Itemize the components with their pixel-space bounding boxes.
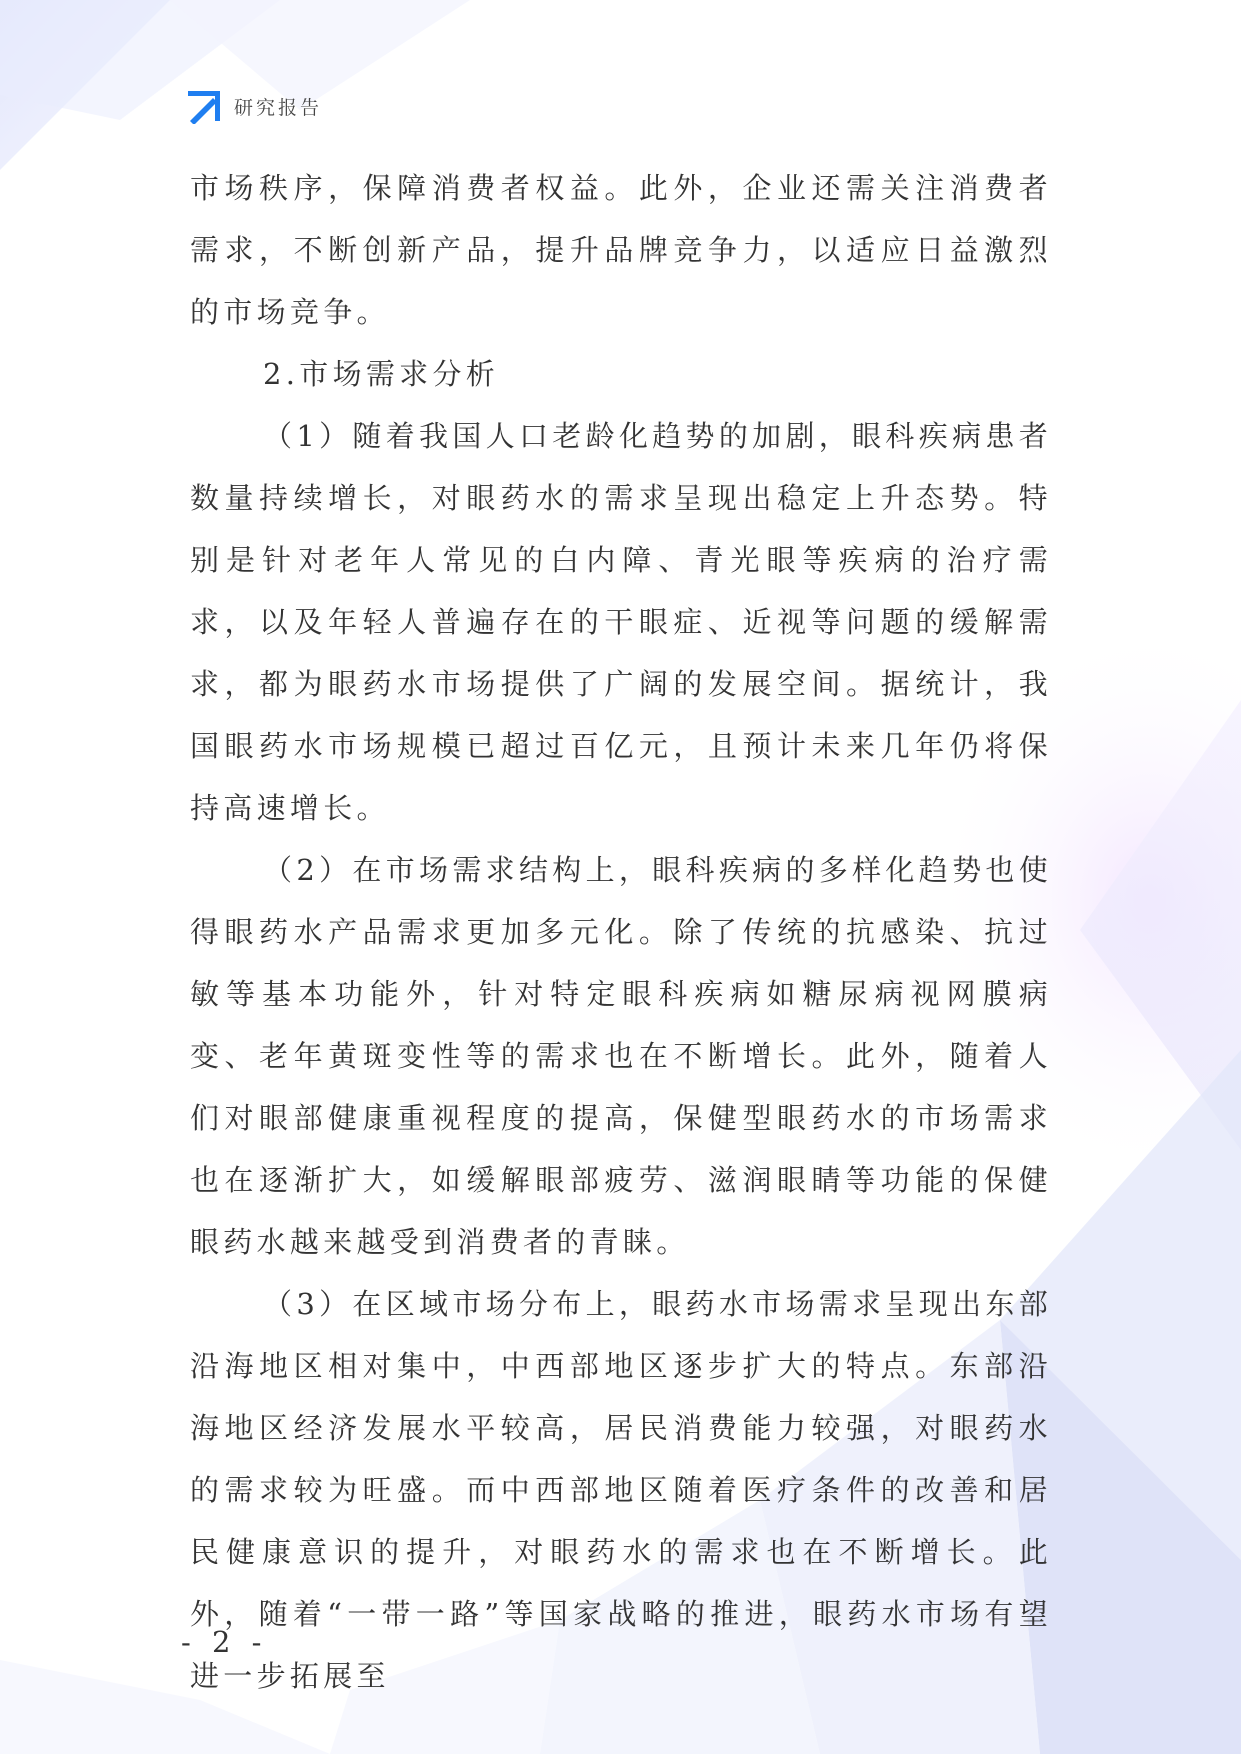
arrow-up-right-icon [186, 88, 222, 124]
paragraph-1: （1）随着我国人口老龄化趋势的加剧，眼科疾病患者数量持续增长，对眼药水的需求呈现出稳定上升态势。特别是针对老年人常见的白内障、青光眼等疾病的治疗需求，以及年轻人普遍存在的干眼症、近视等问题的缓解需求，都为眼药水市场提供了广阔的发展空间。据统计，我国眼药水市场规模已超过百亿元，且预计未来几年仍将保持高速增长。 [190, 419, 1052, 825]
paragraph-2: （2）在市场需求结构上，眼科疾病的多样化趋势也使得眼药水产品需求更加多元化。除了传统的抗感染、抗过敏等基本功能外，针对特定眼科疾病如糖尿病视网膜病变、老年黄斑变性等的需求也在不断增长。此外，随着人们对眼部健康重视程度的提高，保健型眼药水的市场需求也在逐渐扩大，如缓解眼部疲劳、滋润眼睛等功能的保健眼药水越来越受到消费者的青睐。 [190, 853, 1052, 1259]
header-title: 研究报告 [234, 96, 323, 119]
document-body [190, 157, 1052, 1707]
page-header [186, 88, 322, 124]
section-heading: 2.市场需求分析 [263, 357, 500, 391]
page-number: - 2 - [181, 1625, 268, 1659]
paragraph-continuation: 市场秩序，保障消费者权益。此外，企业还需关注消费者需求，不断创新产品，提升品牌竞争力，以适应日益激烈的市场竞争。 [190, 171, 1052, 329]
paragraph-3: （3）在区域市场分布上，眼药水市场需求呈现出东部沿海地区相对集中，中西部地区逐步扩大的特点。东部沿海地区经济发展水平较高，居民消费能力较强，对眼药水的需求较为旺盛。而中西部地区随着医疗条件的改善和居民健康意识的提升，对眼药水的需求也在不断增长。此外，随着“一带一路”等国家战略的推进，眼药水市场有望进一步拓展至 [190, 1287, 1052, 1693]
